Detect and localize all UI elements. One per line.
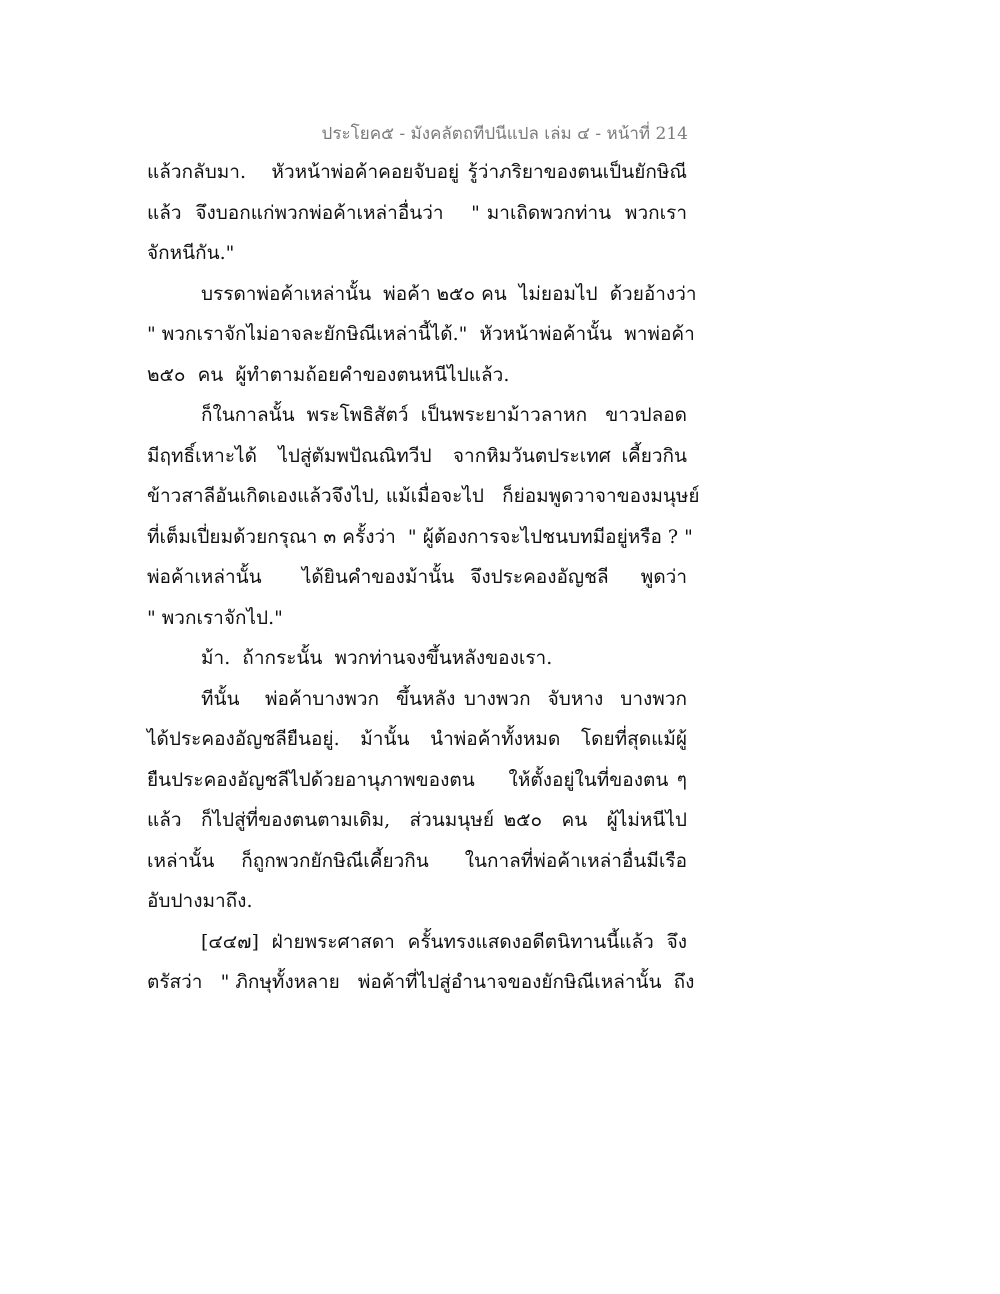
text-line: ก็ในกาลนั้น พระโพธิสัตว์ เป็นพระยาม้าวลาหก ขาวปลอด bbox=[201, 404, 687, 426]
text-line: พ่อค้าเหล่านั้น ได้ยินคำของม้านั้น จึงประคองอัญชลี พูดว่า bbox=[147, 566, 687, 588]
text-line: [๔๔๗] ฝ่ายพระศาสดา ครั้นทรงแสดงอดีตนิทานนี้แล้ว จึง bbox=[201, 930, 687, 953]
text-line: ๒๕๐ คน ผู้ทำตามถ้อยคำของตนหนีไปแล้ว. bbox=[147, 363, 510, 386]
text-line: ทีนั้น พ่อค้าบางพวก ขึ้นหลัง บางพวก จับหาง บางพวก bbox=[201, 687, 687, 710]
text-line: ที่เต็มเปี่ยมด้วยกรุณา ๓ ครั้งว่า " ผู้ต้องการจะไปชนบทมีอยู่หรือ ? " bbox=[147, 525, 693, 548]
text-line: " พวกเราจักไป." bbox=[147, 606, 283, 629]
text-line: ตรัสว่า " ภิกษุทั้งหลาย พ่อค้าที่ไปสู่อำนาจของยักษิณีเหล่านั้น ถึง bbox=[147, 971, 695, 993]
text-line: แล้ว จึงบอกแก่พวกพ่อค้าเหล่าอื่นว่า " มาเถิดพวกท่าน พวกเรา bbox=[147, 201, 687, 224]
text-line: เหล่านั้น ก็ถูกพวกยักษิณีเคี้ยวกิน ในกาลที่พ่อค้าเหล่าอื่นมีเรือ bbox=[147, 849, 687, 872]
text-line: ได้ประคองอัญชลียืนอยู่. ม้านั้น นำพ่อค้าทั้งหมด โดยที่สุดแม้ผู้ bbox=[147, 728, 687, 750]
text-line: ข้าวสาลีอันเกิดเองแล้วจึงไป, แม้เมื่อจะไป ก็ย่อมพูดวาจาของมนุษย์ bbox=[147, 485, 700, 507]
text-line: จักหนีกัน." bbox=[147, 242, 235, 264]
text-line: อับปางมาถึง. bbox=[147, 890, 253, 912]
text-line: มีฤทธิ์เหาะได้ ไปสู่ตัมพปัณณิทวีป จากหิมวันตประเทศ เคี้ยวกิน bbox=[147, 444, 687, 467]
text-line: ยืนประคองอัญชลีไปด้วยอานุภาพของตน ให้ตั้งอยู่ในที่ของตน ๆ bbox=[147, 768, 687, 791]
body-text bbox=[147, 152, 700, 1003]
text-line: " พวกเราจักไม่อาจละยักษิณีเหล่านี้ได้." หัวหน้าพ่อค้านั้น พาพ่อค้า bbox=[147, 323, 695, 345]
running-header: ประโยค๕ - มังคลัตถทีปนีแปล เล่ม ๔ - หน้าที่ 214 bbox=[321, 124, 688, 144]
text-line: ม้า. ถ้ากระนั้น พวกท่านจงขึ้นหลังของเรา. bbox=[201, 647, 553, 669]
text-line: แล้ว ก็ไปสู่ที่ของตนตามเดิม, ส่วนมนุษย์ ๒๕๐ คน ผู้ไม่หนีไป bbox=[147, 809, 687, 831]
text-line: บรรดาพ่อค้าเหล่านั้น พ่อค้า ๒๕๐ คน ไม่ยอมไป ด้วยอ้างว่า bbox=[201, 282, 697, 305]
text-line: แล้วกลับมา. หัวหน้าพ่อค้าคอยจับอยู่ รู้ว่าภริยาของตนเป็นยักษิณี bbox=[147, 161, 687, 183]
